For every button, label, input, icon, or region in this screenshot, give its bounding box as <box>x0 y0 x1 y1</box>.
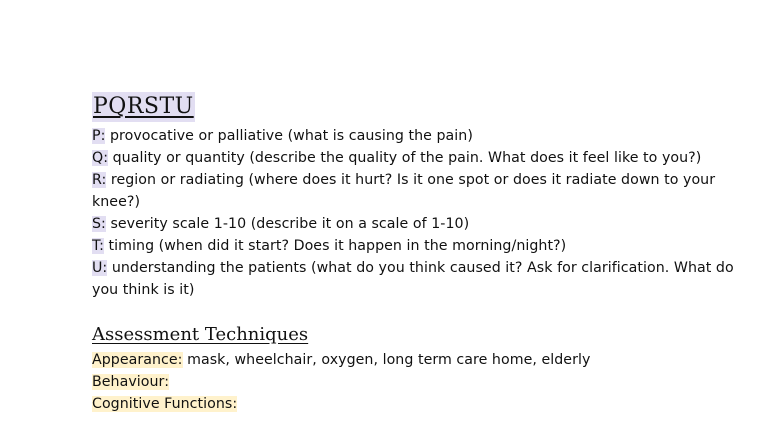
pqrstu-item-p <box>92 125 752 147</box>
assessment-item-cognitive <box>92 393 752 415</box>
pqrstu-key: R: <box>92 172 107 188</box>
pqrstu-list <box>92 125 752 301</box>
assessment-key: Appearance: <box>92 352 183 368</box>
pqrstu-heading: PQRSTU <box>92 92 195 122</box>
pqrstu-key: U: <box>92 260 108 276</box>
pqrstu-item-u <box>92 257 752 301</box>
assessment-heading: Assessment Techniques <box>92 324 309 345</box>
pqrstu-text: timing (when did it start? Does it happen in the morning/night?) <box>104 238 567 254</box>
document-page <box>92 92 752 415</box>
pqrstu-item-s <box>92 213 752 235</box>
assessment-item-appearance <box>92 349 752 371</box>
pqrstu-key: Q: <box>92 150 109 166</box>
pqrstu-text: quality or quantity (describe the quality of the pain. What does it feel like to you?) <box>108 150 702 166</box>
pqrstu-item-q <box>92 147 752 169</box>
pqrstu-text: understanding the patients (what do you think caused it? Ask for clarification. What do you think is it) <box>92 260 734 298</box>
pqrstu-item-t <box>92 235 752 257</box>
pqrstu-key: S: <box>92 216 106 232</box>
pqrstu-text: provocative or palliative (what is causing the pain) <box>105 128 473 144</box>
assessment-key: Cognitive Functions: <box>92 396 238 412</box>
assessment-key: Behaviour: <box>92 374 170 390</box>
pqrstu-item-r <box>92 169 752 213</box>
assessment-list <box>92 349 752 415</box>
pqrstu-text: severity scale 1-10 (describe it on a scale of 1-10) <box>105 216 470 232</box>
pqrstu-text: region or radiating (where does it hurt? Is it one spot or does it radiate down to your knee?) <box>92 172 716 210</box>
assessment-item-behaviour <box>92 371 752 393</box>
pqrstu-key: T: <box>92 238 104 254</box>
pqrstu-key: P: <box>92 128 106 144</box>
assessment-text: mask, wheelchair, oxygen, long term care home, elderly <box>182 352 591 368</box>
